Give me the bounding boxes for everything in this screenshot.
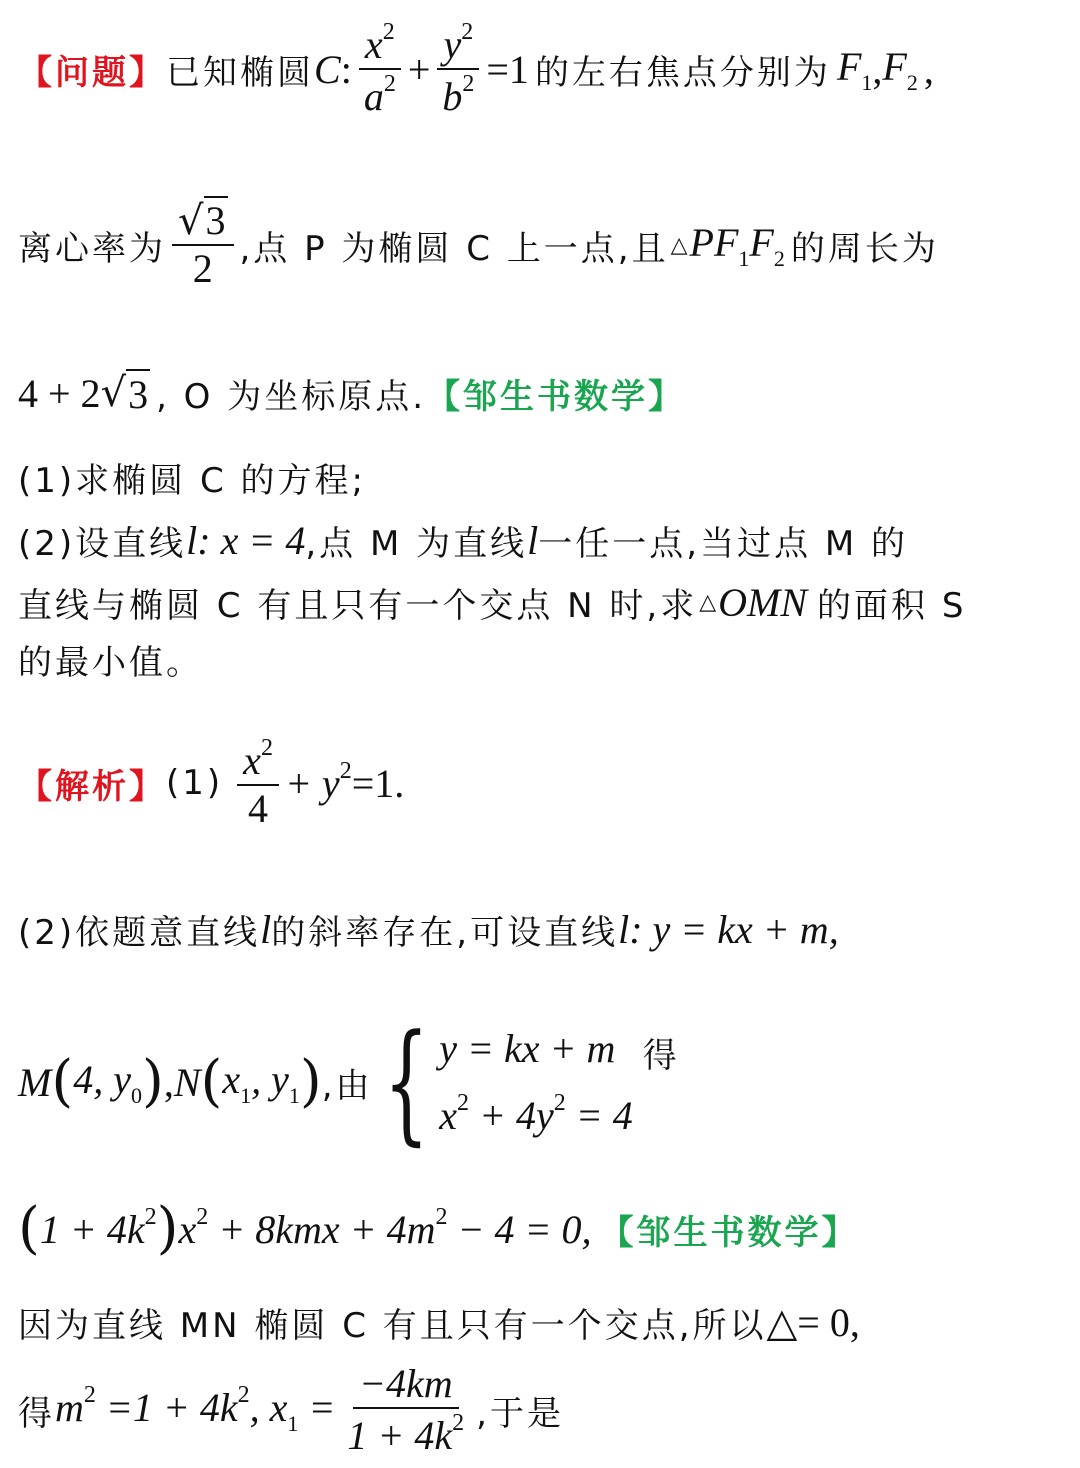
solution-quadratic: ( $1 + 4k^2$ ) $x^2 + 8kmx + 4m^2 - 4 = 0$, 【邹生书数学】 <box>18 1196 859 1261</box>
solution-part-1: 【解析】 (1) $\frac{x^2}{4}$ + $y^2$ =1. <box>18 734 405 832</box>
problem-line-3: 4 + 2 √ 3 , O 为坐标原点. 【邹生书数学】 <box>18 370 686 417</box>
solution-part-2-line-1: (2)依题意直线 l 的斜率存在,可设直线 l : y = kx + m, <box>18 906 839 953</box>
fraction-x2-4: $\frac{x^2}{4}$ <box>237 736 279 830</box>
solution-tag: 【解析】 <box>18 766 166 807</box>
problem-text: , O 为坐标原点. <box>156 376 427 417</box>
fraction-y2-b2: $\frac{y^2}{b^2}$ <box>436 20 480 118</box>
problem-line-2: 离心率为 $\frac{√3}{2}$ ,点 P 为椭圆 C 上一点,且 △ $PF_1F_2$ 的周长为 <box>18 198 939 291</box>
watermark-label: 【邹生书数学】 <box>426 376 686 417</box>
question-2-line-3: 的最小值。 <box>18 642 203 683</box>
question-2-line-1: (2)设直线 l : x = 4 ,点 M 为直线 l 一任一点,当过点 M 的 <box>18 517 909 564</box>
solution-discriminant: 因为直线 MN 椭圆 C 有且只有一个交点,所以 △= 0, <box>18 1299 860 1346</box>
problem-tag: 【问题】 <box>18 52 166 93</box>
ellipse-name: C <box>314 46 341 92</box>
problem-text: ,点 P 为椭圆 C 上一点,且 <box>239 228 669 269</box>
equation-system: { y = kx + m $x^2 + 4y^2 = 4$ <box>383 1006 633 1158</box>
solution-m2-x1: 得 $m^2 =1 + 4k^2$, $x_1$ = $\frac{-4km}{1 + 4k^2}$ ,于是 <box>18 1360 564 1459</box>
problem-text: 已知椭圆 <box>166 52 314 93</box>
fraction-sqrt3-2: $\frac{√3}{2}$ <box>172 200 234 290</box>
triangle-pf1f2: $PF_1F_2$ <box>689 219 785 271</box>
question-2-line-2: 直线与椭圆 C 有且只有一个交点 N 时,求 △ OMN 的面积 S <box>18 579 967 626</box>
problem-text: 的左右焦点分别为 <box>534 52 831 93</box>
watermark-label: 【邹生书数学】 <box>599 1212 859 1253</box>
equals-one: =1 <box>486 46 529 92</box>
problem-line-1: 【问题】 已知椭圆 C : $\frac{x^2}{a^2}$ + $\frac{y^2}{b^2}$ =1 的左右焦点分别为 $F_1$ , $F_2$ , <box>18 18 934 120</box>
solution-system-line: M ( 4, $y_0$ ) , N ( $x_1$, $y_1$ ) ,由 { y = kx + m $x^2 + 4y^2 = 4$ 得 <box>18 1006 680 1158</box>
perimeter-value: 4 + 2 <box>18 370 101 416</box>
focus-f1: $F_1$ <box>836 43 873 95</box>
plus: + <box>407 46 431 92</box>
fraction-x1: $\frac{-4km}{1 + 4k^2}$ <box>347 1360 465 1459</box>
problem-text: 离心率为 <box>18 228 166 269</box>
colon: : <box>340 46 352 92</box>
focus-f2: $F_2$ <box>882 43 918 95</box>
problem-text: 的周长为 <box>790 228 939 269</box>
fraction-x2-a2: $\frac{x^2}{a^2}$ <box>358 20 402 118</box>
question-1: (1)求椭圆 C 的方程; <box>18 460 366 501</box>
